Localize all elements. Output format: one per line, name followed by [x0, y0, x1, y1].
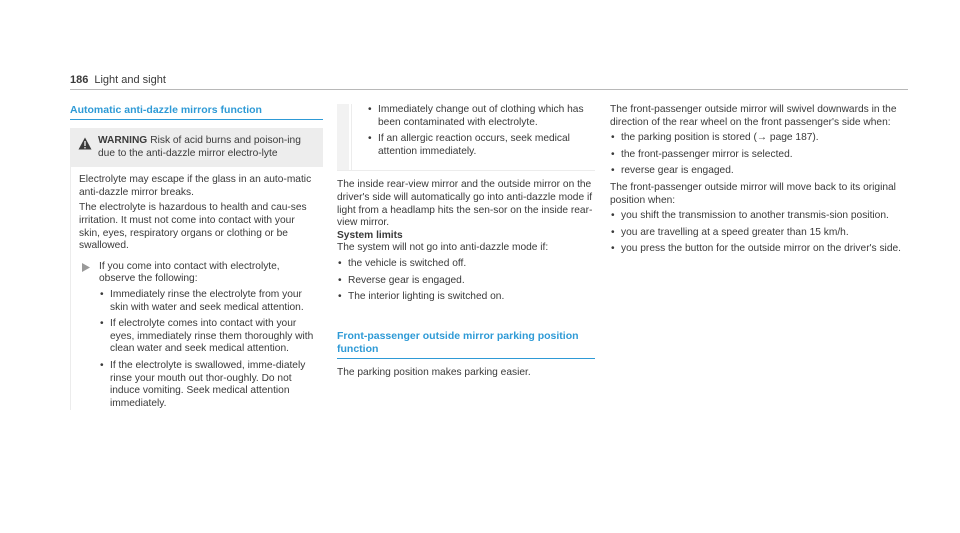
header-section: Light and sight [94, 74, 166, 86]
list-item: • you press the button for the outside mirror on the driver's side. [610, 243, 908, 256]
list-item: • reverse gear is engaged. [610, 165, 908, 178]
parking-position-intro: The parking position makes parking easier. [337, 366, 531, 378]
warning-body [70, 167, 323, 410]
warning-box [70, 128, 323, 410]
warning-triangle-icon [78, 137, 92, 150]
list-item: • Reverse gear is engaged. [337, 275, 595, 288]
system-limits-list [337, 258, 595, 304]
list-item: • the front-passenger mirror is selected. [610, 149, 908, 162]
system-limits-intro: The system will not go into anti-dazzle mode if: [337, 242, 549, 254]
system-limits-title: System limits [337, 229, 403, 241]
warning-continuation [337, 104, 595, 171]
warning-text: Risk of acid burns and poison-ing due to the anti-dazzle mirror electro-lyte [98, 135, 301, 159]
column-2 [337, 104, 595, 379]
warning-para-2: The electrolyte is hazardous to health and cau-ses irritation. It must not come into contact with your skin, eyes, respiratory organs or clothing or be swallowed. [79, 202, 307, 252]
action-arrow-icon [82, 263, 90, 272]
list-item: • If the electrolyte is swallowed, imme-diately rinse your mouth out thor-oughly. Do not induce vomiting. Seek medical attention immediately. [99, 360, 317, 410]
list-item: • you are travelling at a speed greater than 15 km/h. [610, 227, 908, 240]
warning-para-1: Electrolyte may escape if the glass in an auto-matic anti-dazzle mirror breaks. [79, 174, 312, 198]
warning-label: WARNING [98, 135, 148, 146]
column-3 [610, 104, 908, 260]
column-1 [70, 104, 323, 414]
list-item: • the parking position is stored (→ page 187). [610, 132, 908, 145]
section-title-parking-position: Front-passenger outside mirror parking position function [337, 330, 595, 359]
warning-header [70, 128, 323, 167]
section-title-anti-dazzle: Automatic anti-dazzle mirrors function [70, 104, 323, 120]
list-item: • If an allergic reaction occurs, seek medical attention immediately. [367, 133, 595, 158]
list-item: • The interior lighting is switched on. [337, 291, 595, 304]
action-text: If you come into contact with electrolyte, observe the following: [99, 260, 280, 285]
list-item: • If electrolyte comes into contact with your eyes, immediately rinse them thoroughly with clean water and seek medical attention. [99, 318, 317, 356]
page-header [70, 74, 166, 87]
swivel-conditions-list [610, 132, 908, 178]
move-back-conditions-list [610, 210, 908, 256]
warning-side-strip [337, 104, 349, 170]
list-item: • Immediately change out of clothing which has been contaminated with electrolyte. [367, 104, 595, 129]
page-number: 186 [70, 74, 89, 86]
swivel-description: The front-passenger outside mirror will swivel downwards in the direction of the rear wheel on the front passenger's side when: [610, 104, 897, 128]
continuation-list [367, 104, 595, 158]
list-item: • the vehicle is switched off. [337, 258, 595, 271]
header-divider [70, 89, 908, 90]
anti-dazzle-description: The inside rear-view mirror and the outside mirror on the driver's side will automatically go into anti-dazzle mode if light from a headlamp hits the sen-sor on the inside rear-view mirror. [337, 179, 593, 229]
list-item: • you shift the transmission to another transmis-sion position. [610, 210, 908, 223]
list-item: • Immediately rinse the electrolyte from your skin with water and seek medical attention. [99, 289, 317, 314]
action-step [79, 256, 317, 411]
move-back-description: The front-passenger outside mirror will move back to its original position when: [610, 181, 896, 206]
action-list [99, 289, 317, 410]
